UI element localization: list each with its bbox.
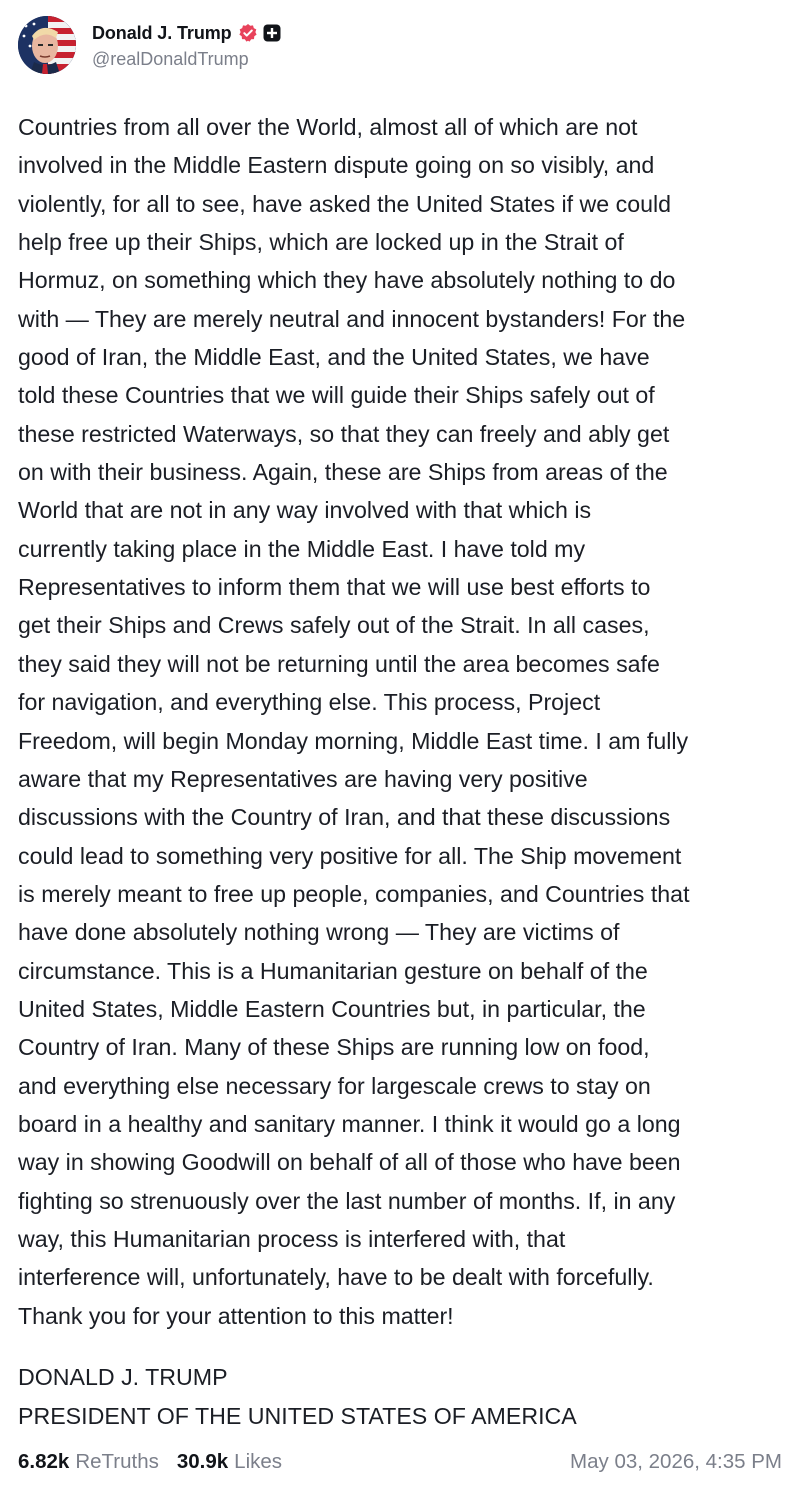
- post-footer: [18, 1446, 782, 1478]
- author-handle[interactable]: @realDonaldTrump: [92, 49, 249, 69]
- post-line: with — They are merely neutral and innocent bystanders! For the: [18, 305, 686, 332]
- post-line: Countries from all over the World, almost all of which are not: [18, 114, 638, 140]
- post-line: aware that my Representatives are having very positive: [18, 765, 588, 792]
- post-line: these restricted Waterways, so that they can freely and ably get: [18, 420, 670, 447]
- post-line: good of Iran, the Middle East, and the United States, we have: [18, 344, 650, 371]
- post-line: get their Ships and Crews safely out of the Strait. In all cases,: [18, 612, 650, 639]
- post-line: United States, Middle Eastern Countries but, in particular, the: [18, 995, 646, 1022]
- post-line: Freedom, will begin Monday morning, Middle East time. I am fully: [18, 727, 689, 754]
- avatar[interactable]: [18, 16, 76, 74]
- post-line: circumstance. This is a Humanitarian gesture on behalf of the: [18, 957, 648, 984]
- post-header: [18, 16, 281, 76]
- post-line: they said they will not be returning until the area becomes safe: [18, 650, 660, 677]
- signature-name: DONALD J. TRUMP: [18, 1364, 228, 1390]
- post-line: way, this Humanitarian process is interfered with, that: [18, 1225, 566, 1252]
- post-line: World that are not in any way involved with that which is: [18, 497, 592, 524]
- post-line: on with their business. Again, these are Ships from areas of the: [18, 459, 668, 486]
- post-line: fighting so strenuously over the last number of months. If, in any: [18, 1187, 676, 1214]
- post-line: violently, for all to see, have asked the United States if we could: [18, 190, 672, 217]
- plus-icon: [263, 24, 281, 42]
- post-line: have done absolutely nothing wrong — They are victims of: [18, 919, 620, 946]
- post-line: involved in the Middle Eastern dispute going on so visibly, and: [18, 152, 655, 179]
- post-line: told these Countries that we will guide their Ships safely out of: [18, 382, 655, 409]
- post-timestamp[interactable]: May 03, 2026, 4:35 PM: [570, 1450, 782, 1473]
- display-name[interactable]: Donald J. Trump: [92, 22, 232, 43]
- post-line: interference will, unfortunately, have to be dealt with forcefully.: [18, 1264, 654, 1291]
- post-line: Hormuz, on something which they have absolutely nothing to do: [18, 267, 676, 294]
- post-line: Thank you for your attention to this matter!: [18, 1302, 454, 1329]
- post-line: board in a healthy and sanitary manner. I think it would go a long: [18, 1110, 681, 1137]
- retruths-stat[interactable]: [18, 1450, 159, 1474]
- author-names: [92, 16, 281, 70]
- post-line: Representatives to inform them that we will use best efforts to: [18, 574, 651, 601]
- post-signature: [18, 1358, 577, 1435]
- name-row: [92, 21, 281, 45]
- likes-count: 30.9k: [176, 1450, 229, 1473]
- post-line: Country of Iran. Many of these Ships are running low on food,: [18, 1034, 650, 1061]
- post-line: discussions with the Country of Iran, and that these discussions: [18, 804, 671, 831]
- post-line: could lead to something very positive for all. The Ship movement: [18, 842, 682, 869]
- signature-title: PRESIDENT OF THE UNITED STATES OF AMERICA: [18, 1402, 577, 1429]
- post-line: is merely meant to free up people, companies, and Countries that: [18, 880, 690, 907]
- post-line: currently taking place in the Middle East. I have told my: [18, 535, 586, 562]
- post-line: and everything else necessary for largescale crews to stay on: [18, 1072, 651, 1099]
- likes-stat[interactable]: [177, 1450, 282, 1474]
- retruths-label: ReTruths: [75, 1450, 159, 1473]
- post-body: [18, 108, 788, 1335]
- verified-badge-icon: [238, 23, 258, 43]
- post-line: way in showing Goodwill on behalf of all of those who have been: [18, 1149, 681, 1176]
- retruths-count: 6.82k: [18, 1450, 70, 1473]
- post-line: for navigation, and everything else. This process, Project: [18, 689, 601, 716]
- post-line: help free up their Ships, which are locked up in the Strait of: [18, 229, 624, 256]
- likes-label: Likes: [234, 1450, 283, 1473]
